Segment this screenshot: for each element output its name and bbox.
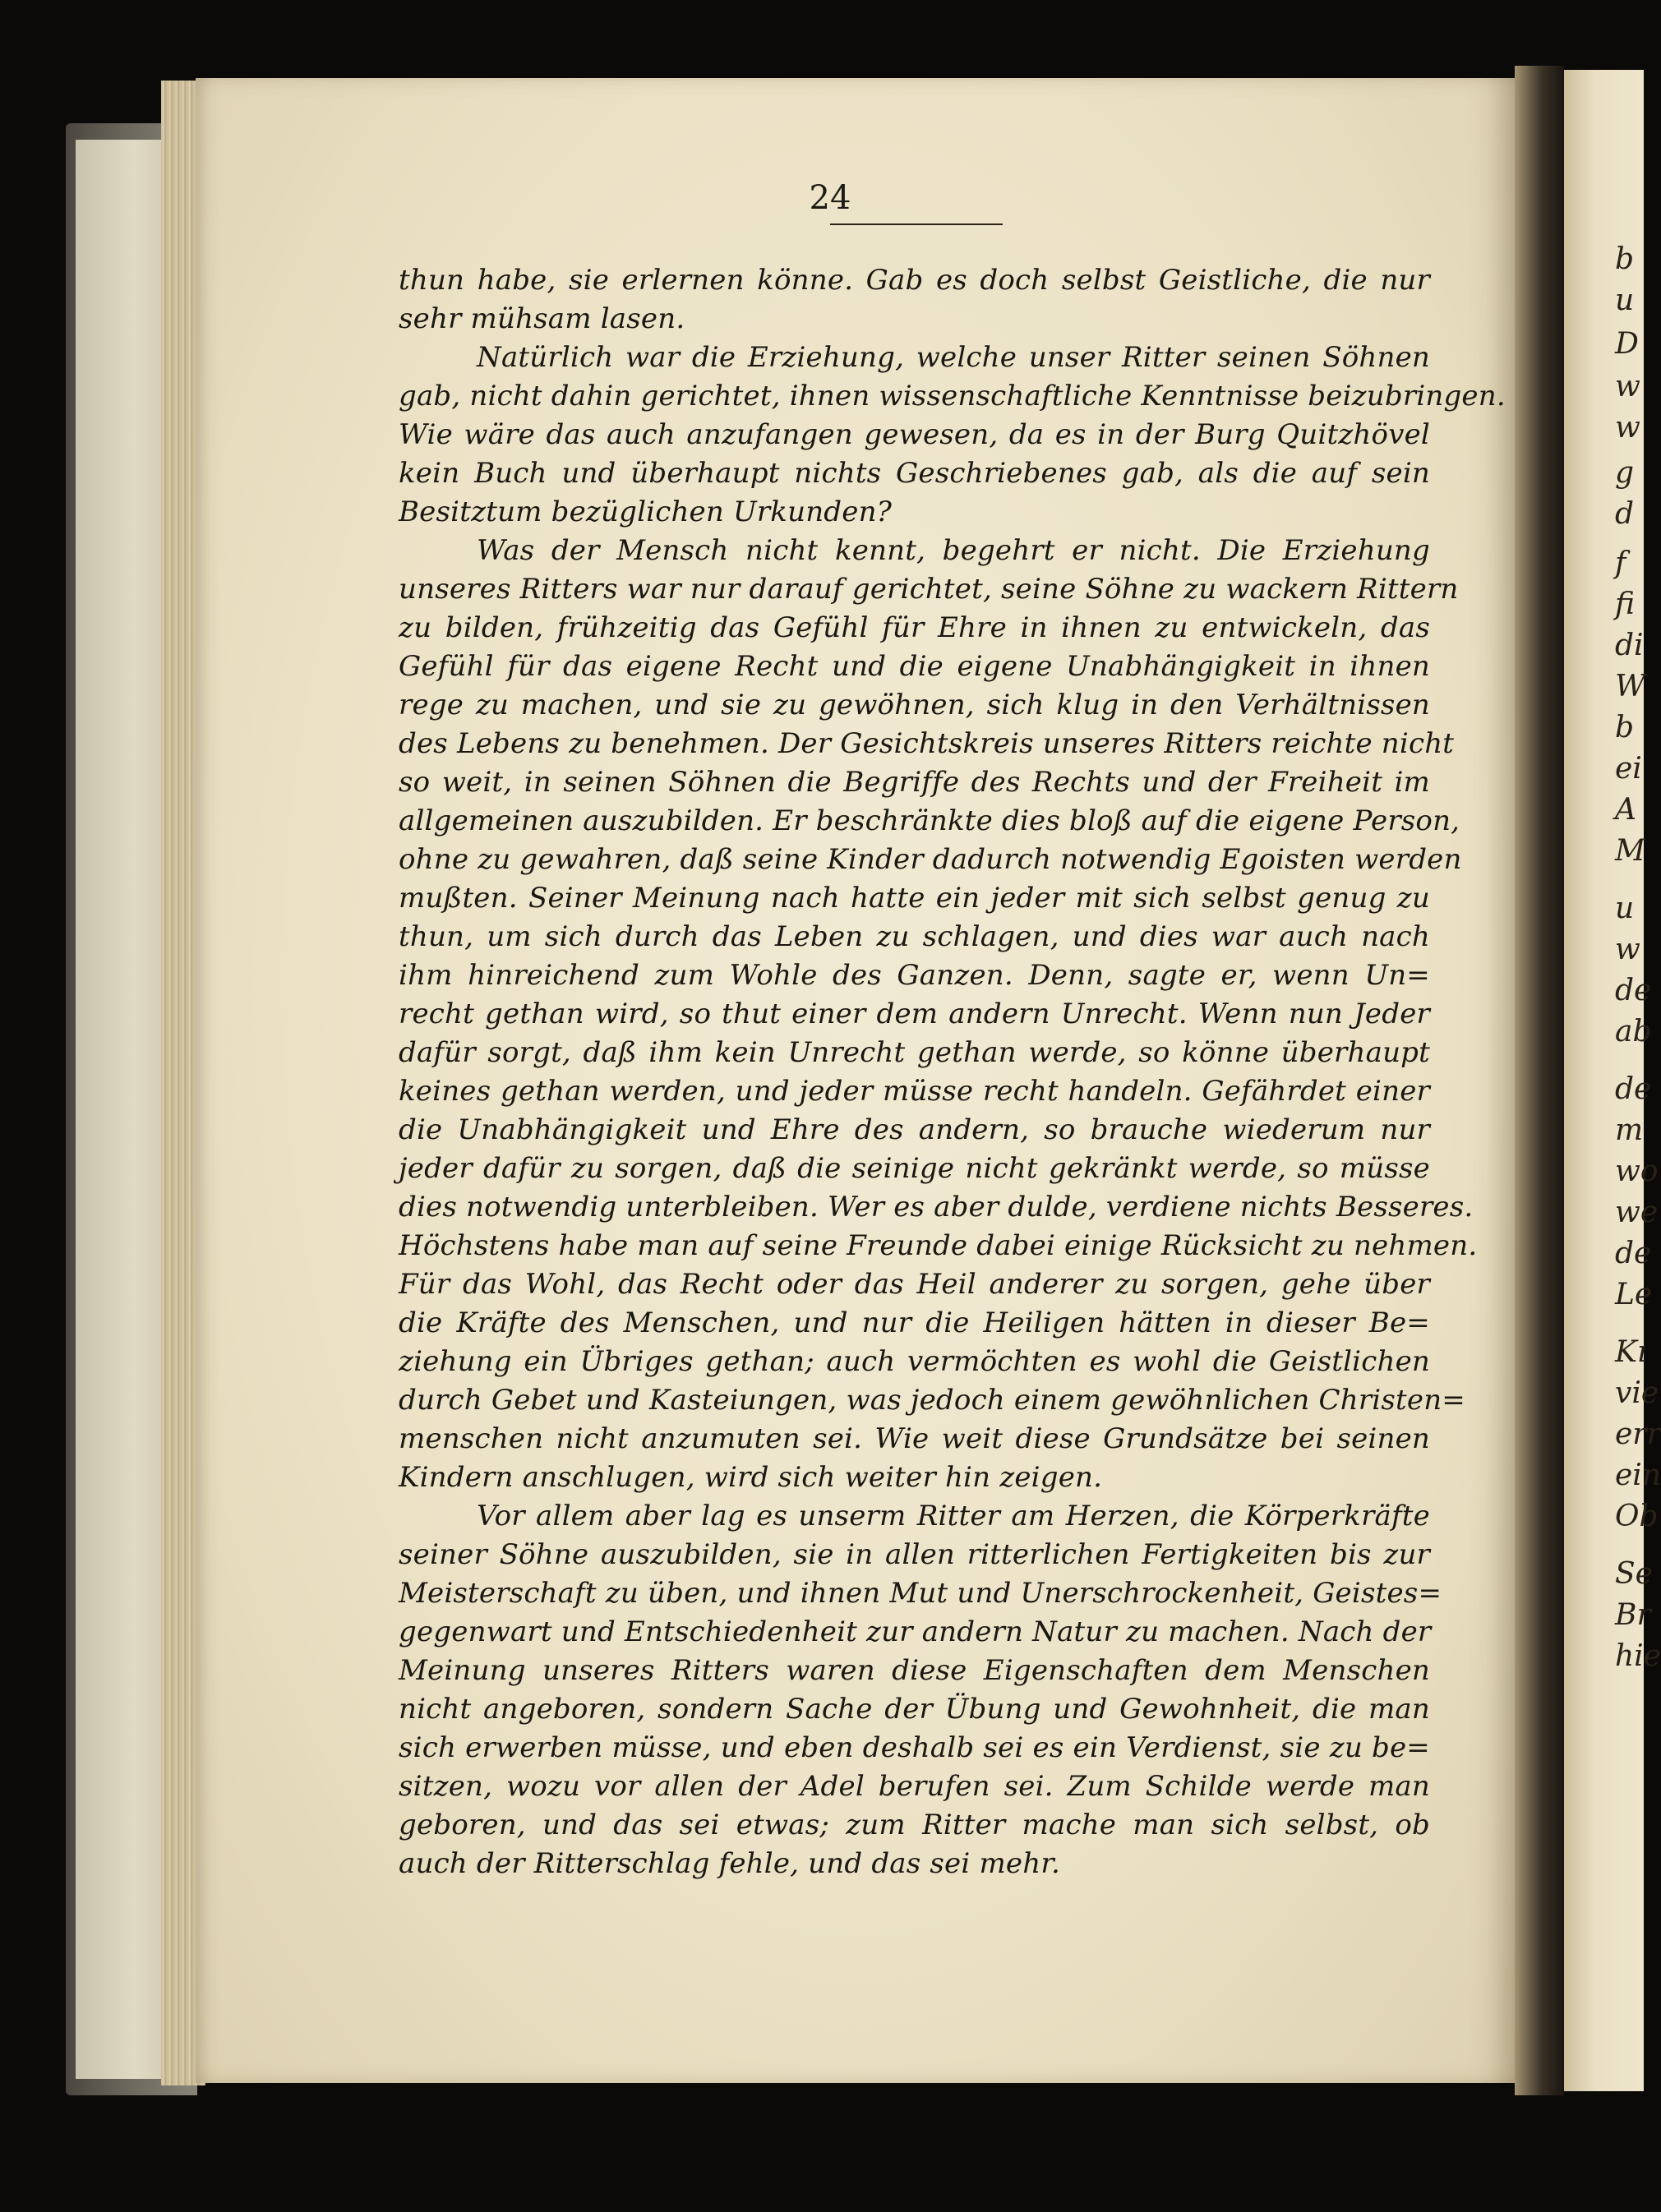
text-line: Natürlich war die Erziehung, welche unser Ritter seinen Söhnen <box>477 341 1430 374</box>
text-line: sich erwerben müsse, und eben deshalb sei es ein Verdienst, sie zu be= <box>399 1731 1430 1764</box>
facing-page-fragment: u <box>1615 892 1635 925</box>
text-line: menschen nicht anzumuten sei. Wie weit diese Grundsätze bei seinen <box>399 1422 1430 1455</box>
text-line: Höchstens habe man auf seine Freunde dabei einige Rücksicht zu nehmen. <box>399 1229 1478 1262</box>
text-line: seiner Söhne auszubilden, sie in allen ritterlichen Fertigkeiten bis zur <box>399 1538 1430 1571</box>
facing-page-fragment: g <box>1615 456 1635 490</box>
facing-page-fragment: m <box>1615 1113 1644 1147</box>
text-line: recht gethan wird, so thut einer dem andern Unrecht. Wenn nun Jeder <box>399 998 1430 1030</box>
text-line: thun habe, sie erlernen könne. Gab es doch selbst Geistliche, die nur <box>399 264 1430 297</box>
text-line: sitzen, wozu vor allen der Adel berufen sei. Zum Schilde werde man <box>399 1770 1430 1803</box>
facing-page-fragment: de <box>1615 1237 1652 1270</box>
facing-page-fragment: ein <box>1615 1459 1661 1492</box>
text-line: Gefühl für das eigene Recht und die eigene Unabhängigkeit in ihnen <box>399 650 1430 683</box>
text-line: ziehung ein Übriges gethan; auch vermöchten es wohl die Geistlichen <box>399 1345 1430 1378</box>
facing-page-fragment: A <box>1615 793 1636 827</box>
text-line: auch der Ritterschlag fehle, und das sei mehr. <box>399 1847 1061 1880</box>
text-line: Vor allem aber lag es unserm Ritter am Herzen, die Körperkräfte <box>477 1500 1430 1532</box>
facing-page-fragment: de <box>1615 974 1652 1007</box>
text-line: ihm hinreichend zum Wohle des Ganzen. Denn, sagte er, wenn Un= <box>399 959 1430 992</box>
page-number: 24 <box>809 179 851 217</box>
header-rule <box>830 224 1003 225</box>
facing-page-fragment: b <box>1615 711 1635 744</box>
facing-page-fragment: b <box>1615 242 1635 276</box>
text-line: ohne zu gewahren, daß seine Kinder dadurch notwendig Egoisten werden <box>399 843 1462 876</box>
text-line: Wie wäre das auch anzufangen gewesen, da es in der Burg Quitzhövel <box>399 418 1430 451</box>
facing-page-fragment: f <box>1615 546 1626 580</box>
text-line: nicht angeboren, sondern Sache der Übung und Gewohnheit, die man <box>399 1693 1430 1726</box>
facing-page-fragment: M <box>1615 834 1645 868</box>
facing-page-fragment: Le <box>1615 1278 1653 1311</box>
text-line: durch Gebet und Kasteiungen, was jedoch einem gewöhnlichen Christen= <box>399 1384 1465 1417</box>
text-line: dies notwendig unterbleiben. Wer es aber dulde, verdiene nichts Besseres. <box>399 1191 1474 1224</box>
facing-page-fragment: we <box>1615 1196 1659 1229</box>
text-line: Meisterschaft zu üben, und ihnen Mut und Unerschrockenheit, Geistes= <box>399 1577 1442 1610</box>
text-line: Besitztum bezüglichen Urkunden? <box>399 495 893 528</box>
text-line: Kindern anschlugen, wird sich weiter hin zeigen. <box>399 1461 1103 1494</box>
facing-page-fragment: w <box>1615 411 1640 445</box>
facing-page-fragment: Br <box>1615 1598 1651 1632</box>
text-line: rege zu machen, und sie zu gewöhnen, sich klug in den Verhältnissen <box>399 689 1430 721</box>
facing-page <box>1564 70 1661 2091</box>
facing-page-fragment: di <box>1615 629 1644 662</box>
text-line: die Kräfte des Menschen, und nur die Heiligen hätten in dieser Be= <box>399 1306 1430 1339</box>
facing-page-fragment: fi <box>1615 588 1636 621</box>
facing-page-fragment: Kı <box>1615 1335 1647 1369</box>
text-line: gegenwart und Entschiedenheit zur andern Natur zu machen. Nach der <box>399 1615 1432 1648</box>
text-line: geboren, und das sei etwas; zum Ritter mache man sich selbst, ob <box>399 1809 1430 1841</box>
facing-page-fragment: w <box>1615 370 1640 403</box>
text-line: unseres Ritters war nur darauf gerichtet, seine Söhne zu wackern Rittern <box>399 573 1459 606</box>
text-line: Für das Wohl, das Recht oder das Heil anderer zu sorgen, gehe über <box>399 1268 1430 1301</box>
text-line: so weit, in seinen Söhnen die Begriffe des Rechts und der Freiheit im <box>399 766 1430 799</box>
facing-page-fragment: W <box>1615 670 1646 703</box>
facing-page-fragment: ei <box>1615 752 1642 786</box>
cover-cloth <box>76 140 174 2079</box>
facing-page-fragment: w <box>1615 933 1640 966</box>
text-line: kein Buch und überhaupt nichts Geschriebenes gab, als die auf sein <box>399 457 1430 490</box>
facing-page-fragment: Ob <box>1615 1500 1659 1533</box>
text-line: zu bilden, frühzeitig das Gefühl für Ehre in ihnen zu entwickeln, das <box>399 611 1430 644</box>
text-line: keines gethan werden, und jeder müsse recht handeln. Gefährdet einer <box>399 1075 1430 1108</box>
text-line: allgemeinen auszubilden. Er beschränkte dies bloß auf die eigene Person, <box>399 804 1460 837</box>
facing-page-fragment: vie <box>1615 1376 1659 1410</box>
facing-page-fragment: wo <box>1615 1154 1659 1188</box>
text-line: jeder dafür zu sorgen, daß die seinige nicht gekränkt werde, so müsse <box>399 1152 1430 1185</box>
facing-page-fragment: d <box>1615 497 1635 531</box>
facing-page-fragment: Se <box>1615 1557 1653 1591</box>
facing-page-fragment: u <box>1615 283 1635 317</box>
text-line: Meinung unseres Ritters waren diese Eigenschaften dem Menschen <box>399 1654 1430 1687</box>
facing-page-fragment: D <box>1615 327 1639 361</box>
text-line: gab, nicht dahin gerichtet, ihnen wissenschaftliche Kenntnisse beizubringen. <box>399 380 1506 412</box>
text-line: die Unabhängigkeit und Ehre des andern, so brauche wiederum nur <box>399 1113 1430 1146</box>
facing-page-fragment: hie <box>1615 1639 1661 1673</box>
facing-page-fragment: de <box>1615 1072 1652 1106</box>
book-gutter <box>1515 66 1564 2095</box>
body-text <box>399 261 1506 1883</box>
facing-page-fragment: err <box>1615 1417 1661 1451</box>
text-line: mußten. Seiner Meinung nach hatte ein jeder mit sich selbst genug zu <box>399 882 1430 915</box>
text-line: sehr mühsam lasen. <box>399 302 685 335</box>
text-line: dafür sorgt, daß ihm kein Unrecht gethan werde, so könne überhaupt <box>399 1036 1430 1069</box>
text-line: Was der Mensch nicht kennt, begehrt er nicht. Die Erziehung <box>477 534 1430 567</box>
text-line: des Lebens zu benehmen. Der Gesichtskreis unseres Ritters reichte nicht <box>399 727 1455 760</box>
text-line: thun, um sich durch das Leben zu schlagen, und dies war auch nach <box>399 920 1430 953</box>
facing-page-fragment: ab <box>1615 1015 1652 1048</box>
